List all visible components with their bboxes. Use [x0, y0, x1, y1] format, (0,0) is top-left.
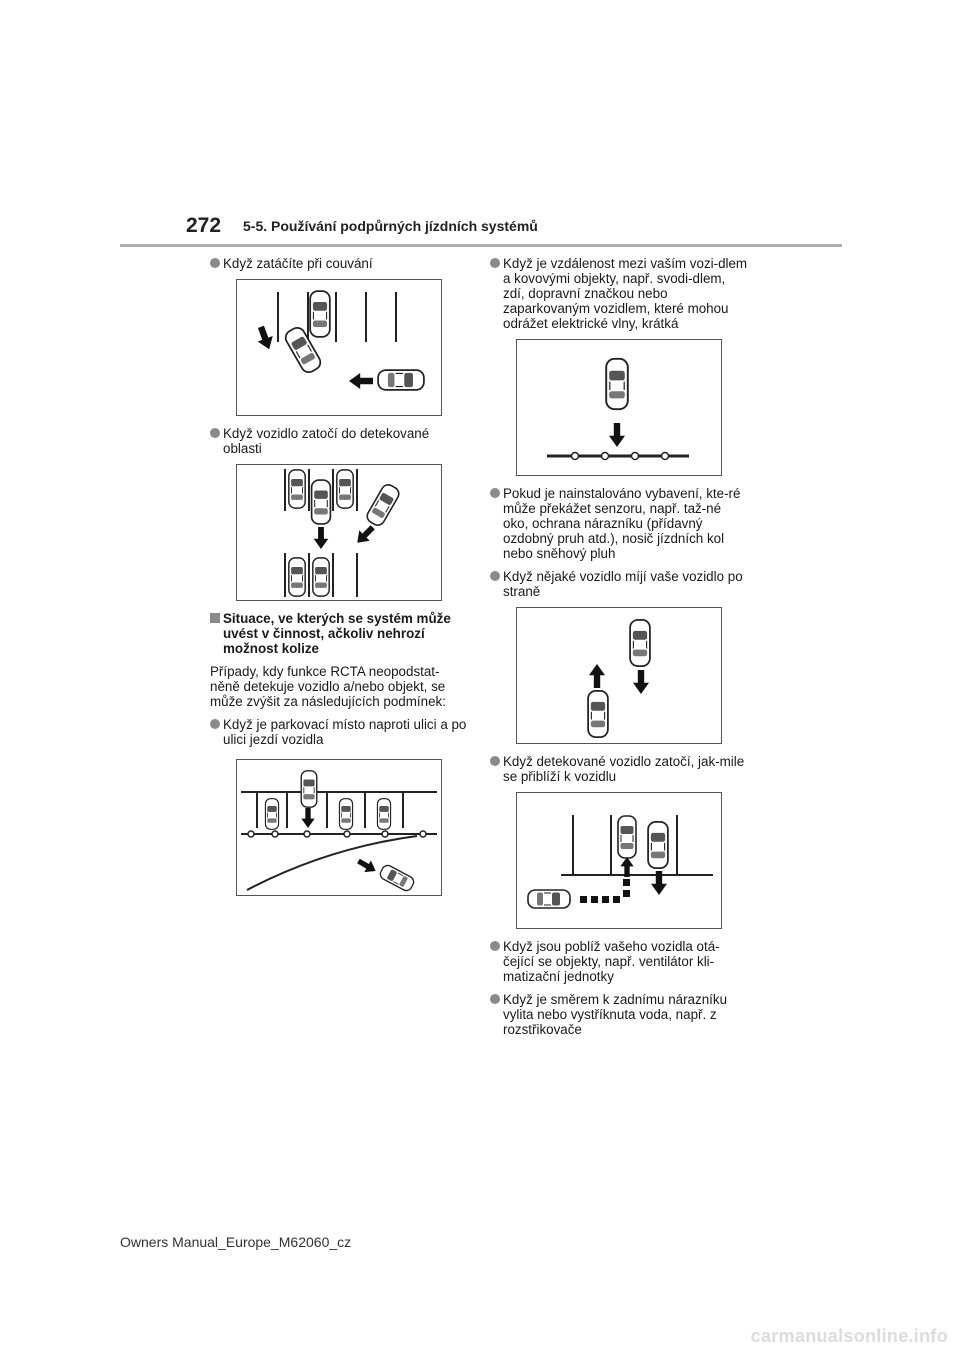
list-item	[210, 256, 468, 271]
bullet-icon	[490, 488, 500, 498]
list-item	[490, 486, 748, 561]
list-item	[490, 754, 748, 784]
bullet-icon	[210, 428, 220, 438]
list-item	[210, 717, 468, 747]
illustration-metal-objects	[516, 339, 722, 476]
item-text: Když nějaké vozidlo míjí vaše vozidlo po straně	[503, 569, 743, 599]
list-item	[490, 256, 748, 331]
page-number: 272	[186, 214, 222, 237]
heading-text: Situace, ve kterých se systém může uvést v činnost, ačkoliv nehrozí možnost kolize	[223, 611, 451, 656]
item-text: Když zatáčíte při couvání	[223, 256, 373, 271]
watermark[interactable]: carmanualsonline.info	[750, 1326, 948, 1346]
list-item	[490, 569, 748, 599]
illustration-turn-into-area	[236, 464, 442, 601]
square-bullet-icon	[210, 613, 220, 623]
list-item	[490, 939, 748, 984]
list-item	[210, 426, 468, 456]
item-text: Když vozidlo zatočí do detekované oblasti	[223, 426, 430, 456]
section-title: 5-5. Používání podpůrných jízdních systémů	[243, 218, 538, 234]
left-column	[210, 256, 468, 906]
item-text: Když detekované vozidlo zatočí, jak-mile se přiblíží k vozidlu	[503, 754, 745, 784]
item-text: Když je parkovací místo naproti ulici a po ulici jezdí vozidla	[223, 717, 467, 747]
list-item	[490, 992, 748, 1037]
illustration-street-parking	[236, 759, 442, 896]
bullet-icon	[210, 258, 220, 268]
bullet-icon	[490, 994, 500, 1004]
bullet-icon	[490, 941, 500, 951]
bullet-icon	[210, 719, 220, 729]
header-divider	[120, 244, 842, 247]
illustration-turning-vehicle	[516, 792, 722, 929]
footer-text: Owners Manual_Europe_M62060_cz	[120, 1234, 352, 1250]
item-text: Když je směrem k zadnímu nárazníku vylita nebo vystříknuta voda, např. z rozstřikovače	[503, 992, 728, 1037]
right-column	[490, 256, 748, 1045]
illustration-passing-vehicle	[516, 607, 722, 744]
bullet-icon	[490, 258, 500, 268]
section-heading	[210, 611, 468, 656]
bullet-icon	[490, 571, 500, 581]
paragraph: Případy, kdy funkce RCTA neopodstat-něně detekuje vozidlo a/nebo objekt, se může zvýšit za následujících podmínek:	[210, 664, 446, 709]
item-text: Pokud je nainstalováno vybavení, kte-ré může překážet senzoru, např. taž-né oko, ochrana nárazníku (přídavný ozdobný pruh atd.), nosič jízdních kol nebo sněhový pluh	[503, 486, 741, 561]
bullet-icon	[490, 756, 500, 766]
item-text: Když jsou poblíž vašeho vozidla otá-čející se objekty, např. ventilátor kli-matizační jednotky	[503, 939, 720, 984]
illustration-reversing-turn	[236, 279, 442, 416]
item-text: Když je vzdálenost mezi vaším vozi-dlem a kovovými objekty, např. svodi-dlem, zdí, dopravní značkou nebo zaparkovaným vozidlem, které mohou odrážet elektrické vlny, krátká	[503, 256, 748, 331]
